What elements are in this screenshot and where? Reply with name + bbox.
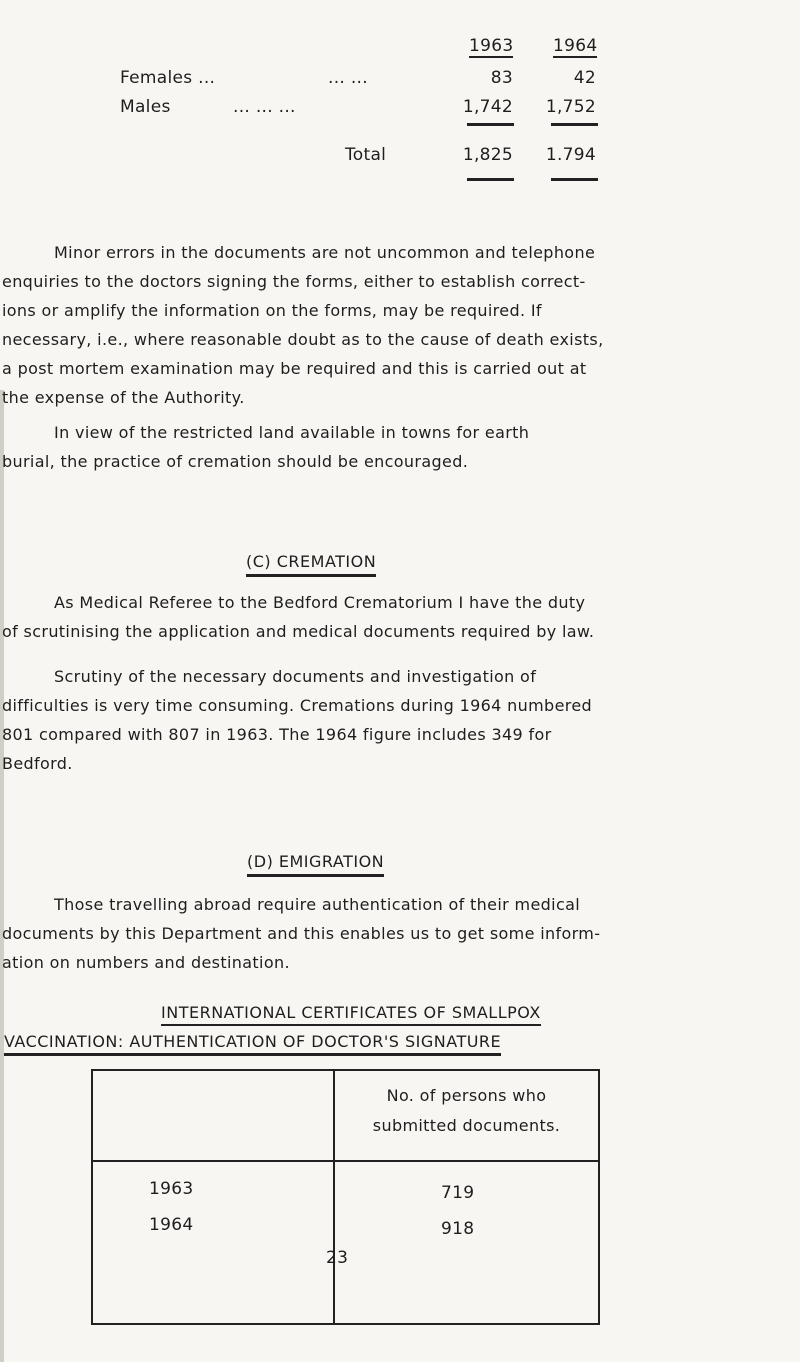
- total-1963: 1,825: [462, 145, 513, 165]
- year-header-1964: 1964: [553, 36, 598, 56]
- text-line: enquiries to the doctors signing the forms, either to establish correct-: [2, 272, 586, 291]
- page-number: 23: [326, 1248, 349, 1268]
- paragraph-earth-burial: [0, 418, 800, 476]
- text-line: ation on numbers and destination.: [2, 953, 290, 972]
- table-row-year: 1964: [149, 1215, 194, 1235]
- total-1964: 1.794: [545, 145, 596, 165]
- row-dots: ... ...: [328, 68, 368, 88]
- text-line: burial, the practice of cremation should be encouraged.: [2, 452, 469, 471]
- text-line: 801 compared with 807 in 1963. The 1964 figure includes 349 for: [2, 725, 552, 744]
- females-1963: 83: [490, 68, 513, 88]
- subtotal-rule: [467, 123, 514, 126]
- text-line: the expense of the Authority.: [2, 388, 245, 407]
- year-header-1963: 1963: [469, 36, 514, 56]
- paragraph-minor-errors: [0, 238, 800, 412]
- emigration-heading: (D) EMIGRATION: [247, 852, 384, 871]
- text-line: a post mortem examination may be required and this is carried out at: [2, 359, 587, 378]
- text-line: necessary, i.e., where reasonable doubt as to the cause of death exists,: [2, 330, 604, 349]
- smallpox-heading-line-1: INTERNATIONAL CERTIFICATES OF SMALLPOX: [161, 1003, 541, 1022]
- header-rule: [93, 1160, 598, 1162]
- cremation-paragraph-2: [0, 662, 800, 778]
- text-line: ions or amplify the information on the forms, may be required. If: [2, 301, 542, 320]
- authentication-table: [91, 1069, 600, 1325]
- total-rule: [467, 178, 514, 181]
- row-dots: ... ... ...: [233, 97, 296, 117]
- table-header-persons: [335, 1081, 598, 1141]
- header-line: submitted documents.: [372, 1116, 561, 1135]
- females-1964: 42: [573, 68, 596, 88]
- text-line: of scrutinising the application and medical documents required by law.: [2, 622, 595, 641]
- row-label-females: Females ...: [120, 68, 216, 88]
- row-label-males: Males: [120, 97, 171, 117]
- text-line: Those travelling abroad require authentication of their medical: [54, 895, 581, 914]
- text-line: As Medical Referee to the Bedford Crematorium I have the duty: [54, 593, 586, 612]
- subtotal-rule: [551, 123, 598, 126]
- total-rule: [551, 178, 598, 181]
- males-1963: 1,742: [462, 97, 513, 117]
- table-row-year: 1963: [149, 1179, 194, 1199]
- table-row-count: 719: [441, 1183, 475, 1203]
- cremation-heading: (C) CREMATION: [246, 552, 376, 571]
- text-line: documents by this Department and this enables us to get some inform-: [2, 924, 601, 943]
- emigration-paragraph: [0, 890, 800, 977]
- text-line: Minor errors in the documents are not uncommon and telephone: [54, 243, 596, 262]
- text-line: difficulties is very time consuming. Cremations during 1964 numbered: [2, 696, 593, 715]
- text-line: Scrutiny of the necessary documents and investigation of: [54, 667, 537, 686]
- page-edge-shadow: [0, 390, 4, 1362]
- smallpox-heading-line-2: VACCINATION: AUTHENTICATION OF DOCTOR'S SIGNATURE: [4, 1032, 501, 1051]
- text-line: In view of the restricted land available in towns for earth: [54, 423, 530, 442]
- header-line: No. of persons who: [386, 1086, 547, 1105]
- table-row-count: 918: [441, 1219, 475, 1239]
- cremation-paragraph-1: [0, 588, 800, 646]
- text-line: Bedford.: [2, 754, 73, 773]
- males-1964: 1,752: [545, 97, 596, 117]
- total-label: Total: [345, 145, 387, 165]
